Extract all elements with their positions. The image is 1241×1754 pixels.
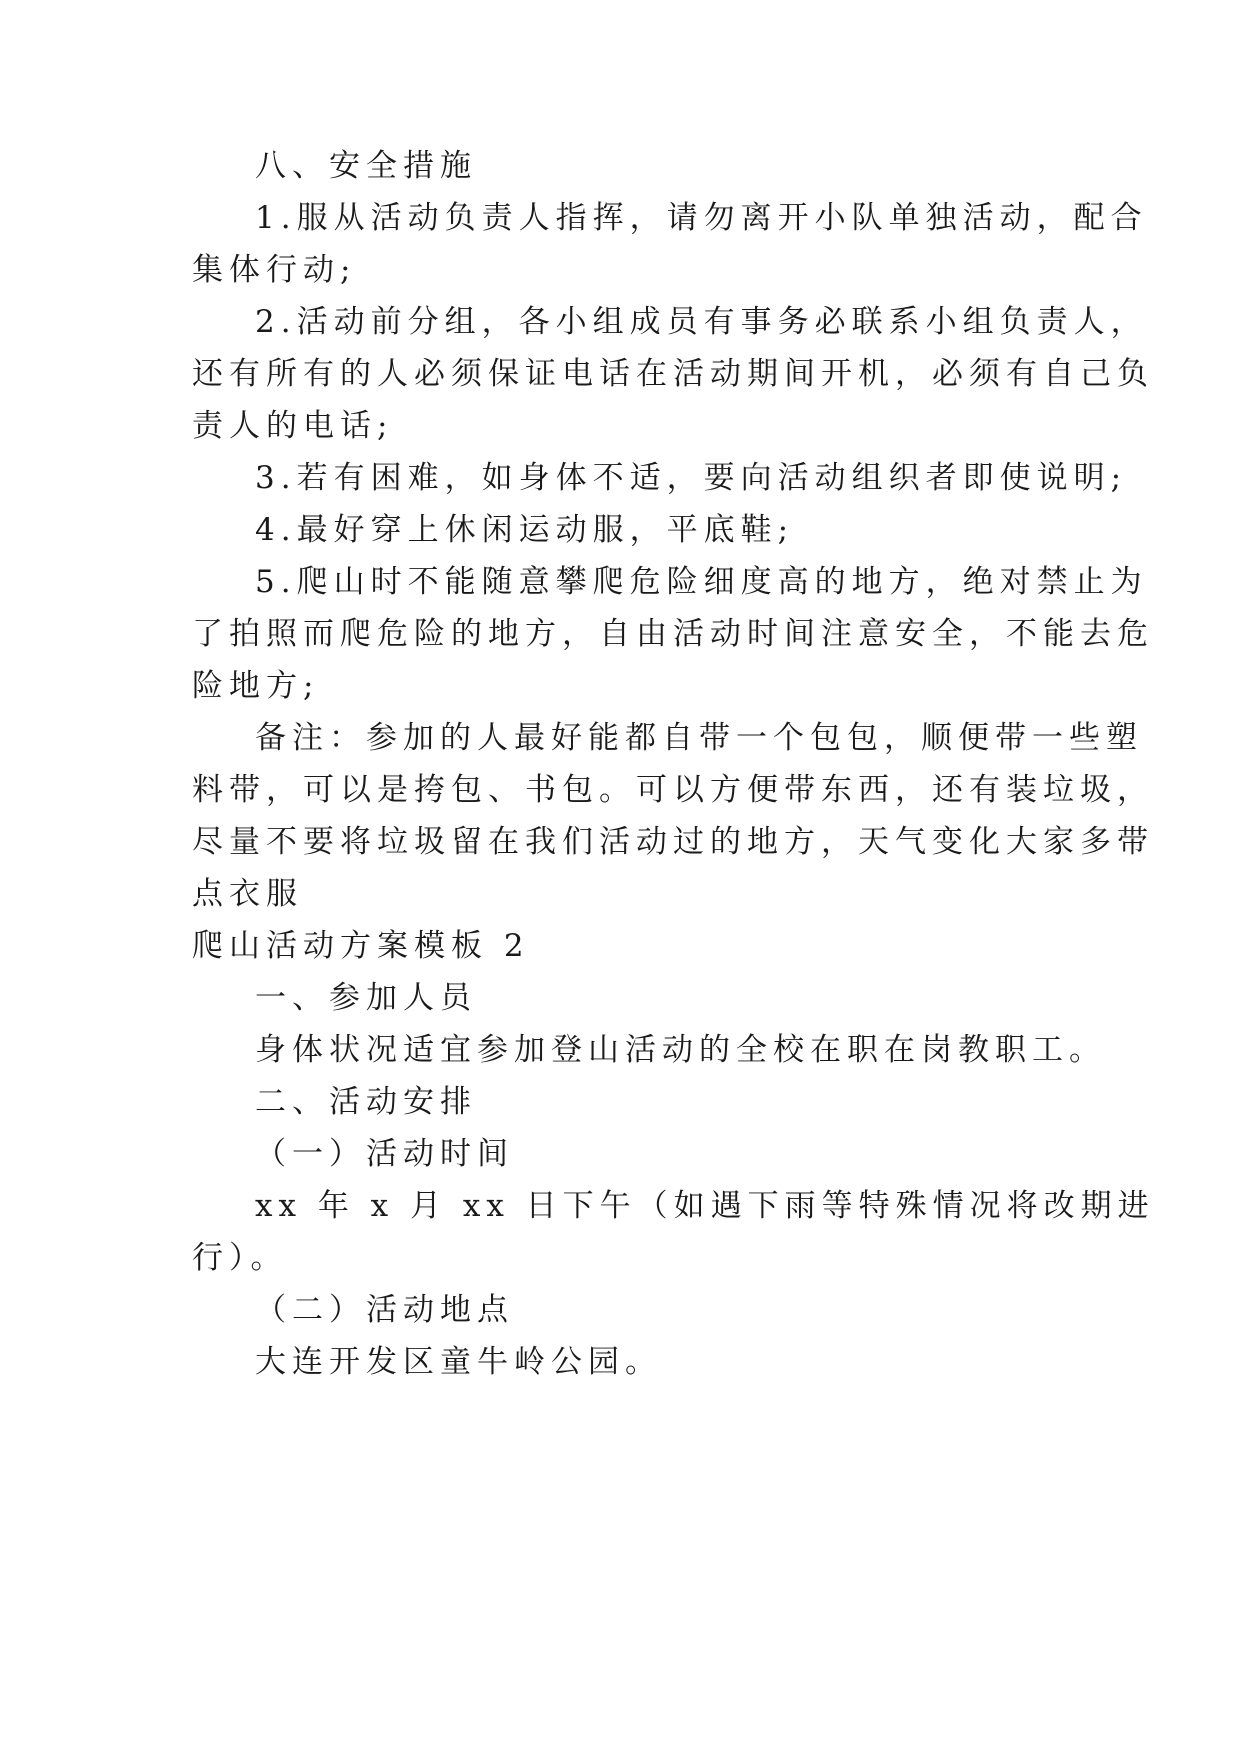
paragraph-line: 1.服从活动负责人指挥，请勿离开小队单独活动，配合 [255,200,1148,236]
paragraph-line: 集体行动; [192,252,357,288]
paragraph-line: xx 年 x 月 xx 日下午（如遇下雨等特殊情况将改期进 [255,1188,1155,1224]
paragraph-line: 了拍照而爬危险的地方，自由活动时间注意安全，不能去危 [192,616,1154,652]
paragraph-line: 2.活动前分组，各小组成员有事务必联系小组负责人， [255,304,1148,340]
paragraph-line: 还有所有的人必须保证电话在活动期间开机，必须有自己负 [192,356,1154,392]
paragraph-line: 5.爬山时不能随意攀爬危险细度高的地方，绝对禁止为 [255,564,1148,600]
paragraph-line: 责人的电话; [192,408,394,444]
section-heading-safety: 八、安全措施 [255,148,477,184]
section-heading-participants: 一、参加人员 [255,980,477,1016]
section-heading-arrangement: 二、活动安排 [255,1084,477,1120]
paragraph-line: 点衣服 [192,876,303,912]
template-title: 爬山活动方案模板 2 [192,928,530,964]
paragraph-line: 料带，可以是挎包、书包。可以方便带东西，还有装垃圾， [192,772,1154,808]
paragraph-line: 3.若有困难，如身体不适，要向活动组织者即使说明; [255,460,1128,496]
paragraph-line: 险地方; [192,668,320,704]
paragraph-line: 身体状况适宜参加登山活动的全校在职在岗教职工。 [255,1032,1106,1068]
paragraph-line: 尽量不要将垃圾留在我们活动过的地方，天气变化大家多带 [192,824,1154,860]
paragraph-line: 大连开发区童牛岭公园。 [255,1344,662,1380]
subsection-heading-location: （二）活动地点 [255,1292,514,1328]
subsection-heading-time: （一）活动时间 [255,1136,514,1172]
paragraph-line: 行）。 [192,1240,288,1276]
paragraph-line: 4.最好穿上休闲运动服，平底鞋; [255,512,795,548]
paragraph-line: 备注：参加的人最好能都自带一个包包，顺便带一些塑 [255,720,1143,756]
